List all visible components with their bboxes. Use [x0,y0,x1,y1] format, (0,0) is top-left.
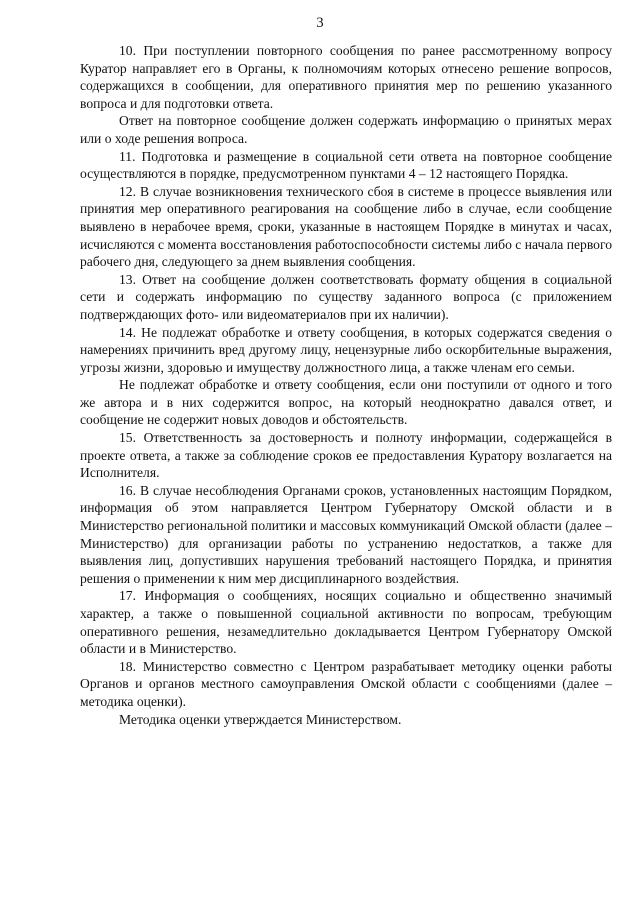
paragraph-17: 17. Информация о сообщениях, носящих социально и общественно значимый характер, а также о повышенной социальной активности по вопросам, требующим оперативного решения, незамедлительно докладывается Центром Губернатору Омской области и в Министерство. [80,588,612,657]
paragraph-18: 18. Министерство совместно с Центром разрабатывает методику оценки работы Органов и органов местного самоуправления Омской области с сообщениями (далее – методика оценки). [80,658,612,709]
paragraph-10-answer: Ответ на повторное сообщение должен содержать информацию о принятых мерах или о ходе решения вопроса. [80,113,612,146]
paragraph-11: 11. Подготовка и размещение в социальной сети ответа на повторное сообщение осуществляются в порядке, предусмотренном пунктами 4 – 12 настоящего Порядка. [80,148,612,182]
paragraph-12: 12. В случае возникновения технического сбоя в системе в процессе выявления или принятия мер оперативного реагирования на сообщение либо в случае, если сообщение выявлено в нерабочее время, сроки, указанные в настоящем Порядке в минутах и часах, исчисляются с момента восстановления работоспособности системы либо с начала первого рабочего дня, следующего за днем выявления сообщения. [80,183,612,270]
document-body [80,42,612,728]
paragraph-14-repeat: Не подлежат обработке и ответу сообщения, если они поступили от одного и того же автора и в них содержится вопрос, на который неоднократно давался ответ, и сообщение не содержит новых доводов и обстоятельств. [80,377,612,428]
page-number: 3 [316,15,324,31]
paragraph-10: 10. При поступлении повторного сообщения по ранее рассмотренному вопросу Куратор направляет его в Органы, к полномочиям которых отнесено решение вопросов, содержащихся в сообщении, для оперативного принятия мер по решению указанного вопроса и для подготовки ответа. [80,43,612,111]
paragraph-13: 13. Ответ на сообщение должен соответствовать формату общения в социальной сети и содержать информацию по существу заданного вопроса (с приложением подтверждающих фото- или видеоматериалов при их наличии). [80,271,612,322]
paragraph-18-approval: Методика оценки утверждается Министерством. [119,711,402,727]
paragraph-15: 15. Ответственность за достоверность и полноту информации, содержащейся в проекте ответа, а также за соблюдение сроков ее предоставления Куратору возлагается на Исполнителя. [80,430,612,481]
paragraph-14: 14. Не подлежат обработке и ответу сообщения, в которых содержатся сведения о намерениях причинить вред другому лицу, нецензурные либо оскорбительные выражения, угрозы жизни, здоровью и имуществу должностного лица, а также членам его семьи. [80,324,612,375]
paragraph-16: 16. В случае несоблюдения Органами сроков, установленных настоящим Порядком, информация об этом направляется Центром Губернатору Омской области и в Министерство региональной политики и массовых коммуникаций Омской области (далее – Министерство) для организации работы по устранению недостатков, а также для выявления лиц, допустивших нарушения требований настоящего Порядка, и принятия решения о применении к ним мер дисциплинарного воздействия. [80,482,612,586]
